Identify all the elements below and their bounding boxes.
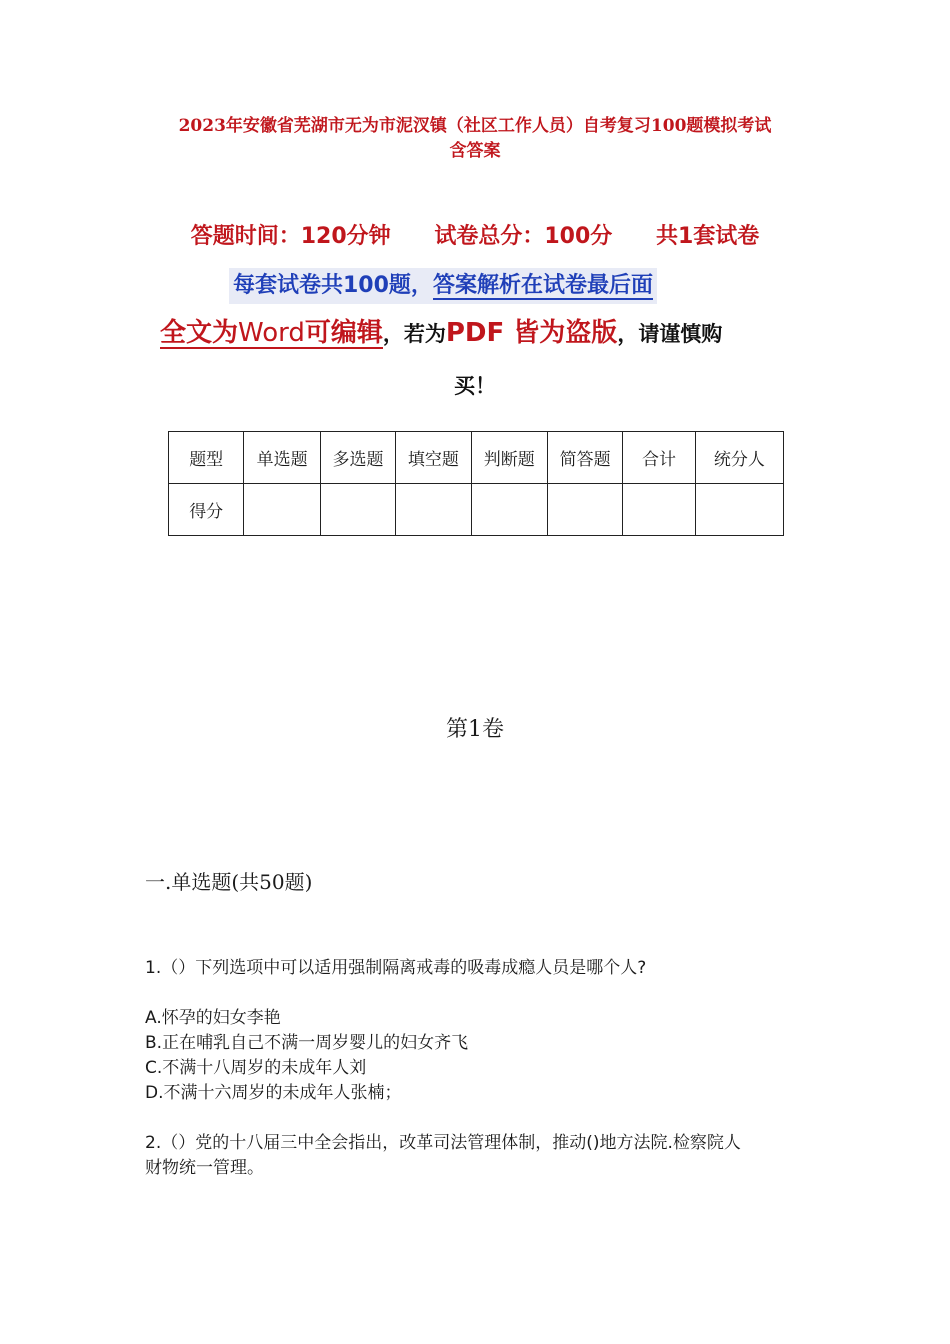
question-count: 每套试卷共100题，	[233, 273, 433, 298]
option-c: C.不满十八周岁的未成年人刘	[145, 1058, 367, 1078]
notice-comma-1: ，	[382, 322, 404, 346]
score-row-label: 得分	[169, 484, 244, 536]
score-cell	[320, 484, 395, 536]
score-cell	[695, 484, 783, 536]
notice-if: 若为	[403, 322, 446, 346]
exam-sets: 共1套试卷	[655, 224, 760, 249]
option-a: A.怀孕的妇女李艳	[145, 1008, 281, 1028]
score-table-header-row	[169, 432, 784, 484]
header-cell: 题型	[169, 432, 244, 484]
header-cell: 多选题	[320, 432, 395, 484]
option-d: D.不满十六周岁的未成年人张楠；	[145, 1083, 402, 1103]
question-1-text: 1.（）下列选项中可以适用强制隔离戒毒的吸毒成瘾人员是哪个人?	[145, 958, 647, 978]
question-1-options	[145, 1006, 468, 1106]
notice-comma-2: ，	[617, 322, 639, 346]
score-table-score-row	[169, 484, 784, 536]
notice-editable: 可编辑	[304, 318, 383, 348]
answer-location: 答案解析在试卷最后面	[432, 273, 653, 298]
score-cell	[623, 484, 695, 536]
question-2-text-line-2: 财物统一管理。	[145, 1158, 264, 1178]
header-cell: 简答题	[547, 432, 622, 484]
notice-word: Word	[238, 318, 305, 348]
exam-time: 答题时间：120分钟	[190, 224, 391, 249]
header-cell: 合计	[623, 432, 695, 484]
document-title	[140, 114, 810, 164]
score-cell	[396, 484, 471, 536]
score-cell	[471, 484, 547, 536]
title-line-2: 含答案	[449, 141, 501, 161]
notice-prefix: 全文为	[160, 318, 239, 348]
notice-pdf: PDF 皆为盗版	[445, 318, 618, 348]
header-cell: 填空题	[396, 432, 471, 484]
volume-heading: 第1卷	[446, 717, 504, 742]
score-cell	[244, 484, 320, 536]
section-heading: 一.单选题(共50题)	[145, 870, 313, 894]
header-cell: 统分人	[695, 432, 783, 484]
score-cell	[547, 484, 622, 536]
title-line-1: 2023年安徽省芜湖市无为市泥汊镇（社区工作人员）自考复习100题模拟考试	[178, 116, 772, 136]
exam-total-score: 试卷总分：100分	[434, 224, 613, 249]
score-table	[168, 431, 784, 536]
header-cell: 判断题	[471, 432, 547, 484]
copyright-notice	[160, 312, 800, 349]
exam-info	[0, 219, 950, 250]
question-2-text-line-1: 2.（）党的十八届三中全会指出，改革司法管理体制，推动()地方法院.检察院人	[145, 1133, 741, 1153]
header-cell: 单选题	[244, 432, 320, 484]
question-count-notice	[229, 268, 657, 304]
option-b: B.正在哺乳自己不满一周岁婴儿的妇女齐飞	[145, 1033, 469, 1053]
notice-line-2: 买！	[454, 374, 496, 398]
notice-caution: 请谨慎购	[638, 322, 723, 346]
question-2	[145, 1131, 815, 1181]
question-1	[145, 956, 815, 981]
